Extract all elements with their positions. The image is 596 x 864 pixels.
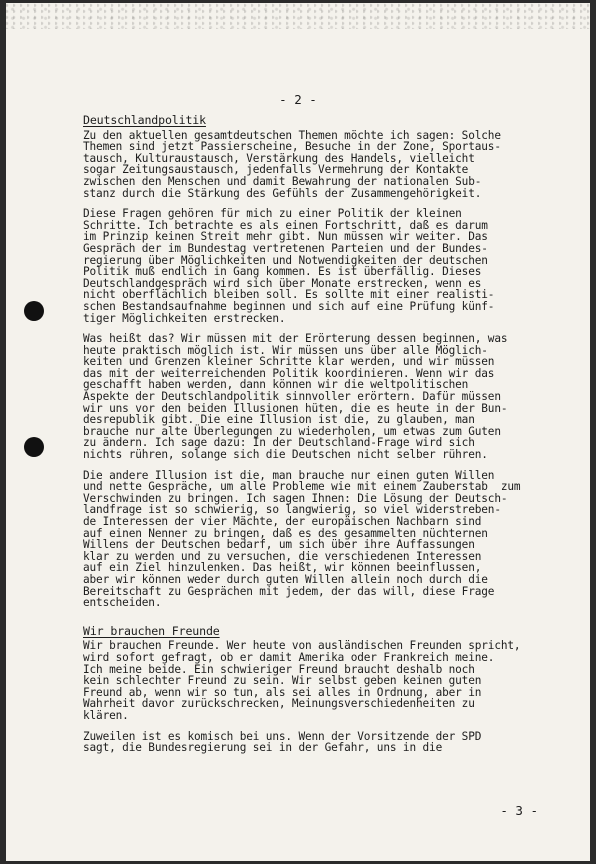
next-page-marker: - 3 - [500, 803, 538, 818]
punch-hole [24, 437, 44, 457]
text-line: aber wir können weder durch guten Willen allein noch durch die [83, 572, 488, 586]
section-heading: Deutschlandpolitik [83, 113, 206, 127]
text-line: sagt, die Bundesregierung sei in der Gefahr, uns in die [83, 741, 443, 755]
text-line: wird sofort gefragt, ob er damit Amerika oder Frankreich meine. [83, 650, 495, 664]
text-line: im Prinzip keinen Streit mehr gibt. Nun müssen wir weiter. Das [83, 230, 488, 244]
text-line: entscheiden. [83, 596, 162, 610]
text-line: Gespräch der im Bundestag vertretenen Parteien und der Bundes- [83, 241, 488, 255]
paragraph [83, 333, 551, 461]
text-line: Was heißt das? Wir müssen mit der Erörterung dessen beginnen, was [83, 332, 508, 346]
text-line: Freund ab, wenn wir so tun, als sei alles in Ordnung, aber in [83, 685, 482, 699]
text-line: de Interessen der vier Mächte, der europäischen Nachbarn sind [83, 515, 482, 528]
text-line: zwischen den Menschen und damit Bewahrung der nationalen Sub- [83, 174, 482, 188]
text-line: wir uns vor den beiden Illusionen hüten, die es heute in der Bun- [83, 401, 508, 415]
text-line: Die andere Illusion ist die, man brauche nur einen guten Willen [83, 468, 495, 482]
text-line: keiten und Grenzen kleiner Schritte klar werden, und wir müssen [83, 355, 495, 369]
text-line: heute praktisch möglich ist. Wir müssen uns über alle Möglich- [83, 343, 488, 357]
text-line: Verschwinden zu bringen. Ich sagen Ihnen: Die Lösung der Deutsch- [83, 491, 508, 505]
text-line: Diese Fragen gehören für mich zu einer Politik der kleinen [83, 207, 462, 221]
text-line: tiger Möglichkeiten erstrecken. [83, 311, 286, 325]
page-number: - 2 - [279, 92, 317, 107]
text-line: kein schlechter Freund zu sein. Wir selbst geben keinen guten [83, 674, 482, 688]
section-heading: Wir brauchen Freunde [83, 623, 220, 638]
text-line: zu ändern. Ich sage dazu: In der Deutschland-Frage wird sich [83, 436, 475, 450]
text-line: Zuweilen ist es komisch bei uns. Wenn der Vorsitzende der SPD [83, 729, 482, 743]
text-line: klar zu werden und zu versuchen, die verschiedenen Interessen [83, 549, 482, 563]
text-line: desrepublik gibt. Die eine Illusion ist die, zu glauben, man [83, 413, 475, 427]
text-line: geschafft haben werden, dann können wir die weltpolitischen [83, 378, 469, 392]
text-line: Politik muß endlich in Gang kommen. Es ist überfällig. Dieses [83, 265, 482, 279]
text-line: klären. [83, 708, 129, 722]
text-line: landfrage ist so schwierig, so langwierig, so viel widerstreben- [83, 503, 501, 517]
text-line: Bereitschaft zu Gesprächen mit jedem, der das will, diese Frage [83, 584, 495, 598]
text-line: sogar Zeitungsaustausch, jedenfalls Vermehrung der Kontakte [83, 163, 469, 177]
text-line: Willens der Deutschen bedarf, um sich über ihre Auffassungen [83, 538, 475, 552]
text-line: das mit der weiterreichenden Politik koordinieren. Wenn wir das [83, 366, 495, 380]
text-line: brauche nur alte Überlegungen zu wiederholen, um etwas zum Guten [83, 424, 501, 438]
paragraph [83, 470, 551, 609]
text-line: tausch, Kulturaustausch, Verstärkung des Handels, vielleicht [83, 151, 475, 165]
text-line: nicht oberflächlich bleiben soll. Es sollte mit einer realisti- [83, 288, 495, 302]
text-line: auf ein Ziel hinzulenken. Das heißt, wir können beeinflussen, [83, 561, 482, 575]
text-line: nichts rühren, solange sich die Deutschen nicht selber rühren. [83, 448, 488, 462]
text-line: Deutschlandgespräch wird sich über Monate erstrecken, wenn es [83, 276, 482, 290]
text-line: Themen sind jetzt Passierscheine, Besuche in der Zone, Sportaus- [83, 140, 501, 154]
text-line: Wir brauchen Freunde. Wer heute von ausländischen Freunden spricht, [83, 639, 521, 653]
text-line: Schritte. Ich betrachte es als einen Fortschritt, daß es darum [83, 218, 488, 232]
text-line: stanz durch die Stärkung des Gefühls der Zusammengehörigkeit. [83, 186, 482, 200]
paragraph [83, 130, 551, 200]
punch-hole [24, 301, 44, 321]
text-line: regierung über Möglichkeiten und Notwendigkeiten der deutschen [83, 253, 488, 267]
text-line: Ich meine beide. Ein schwieriger Freund braucht deshalb noch [83, 662, 475, 676]
scan-noise [6, 3, 590, 29]
text-line: Zu den aktuellen gesamtdeutschen Themen möchte ich sagen: Solche [83, 128, 501, 142]
text-line: und nette Gespräche, um alle Probleme wie mit einem Zauberstab zum [83, 480, 521, 494]
text-line: schen Bestandsaufnahme beginnen und sich auf eine Prüfung künf- [83, 299, 495, 313]
text-line: Aspekte der Deutschlandpolitik sinnvoller erörtern. Dafür müssen [83, 390, 501, 404]
text-line: auf einen Nenner zu bringen, daß es des gesammelten nüchternen [83, 526, 488, 540]
document-body [83, 115, 551, 763]
paragraph [83, 640, 551, 721]
paragraph [83, 731, 551, 754]
document-page [6, 3, 590, 861]
paragraph [83, 208, 551, 324]
text-line: Wahrheit davor zurückschrecken, Meinungsverschiedenheiten zu [83, 697, 475, 711]
